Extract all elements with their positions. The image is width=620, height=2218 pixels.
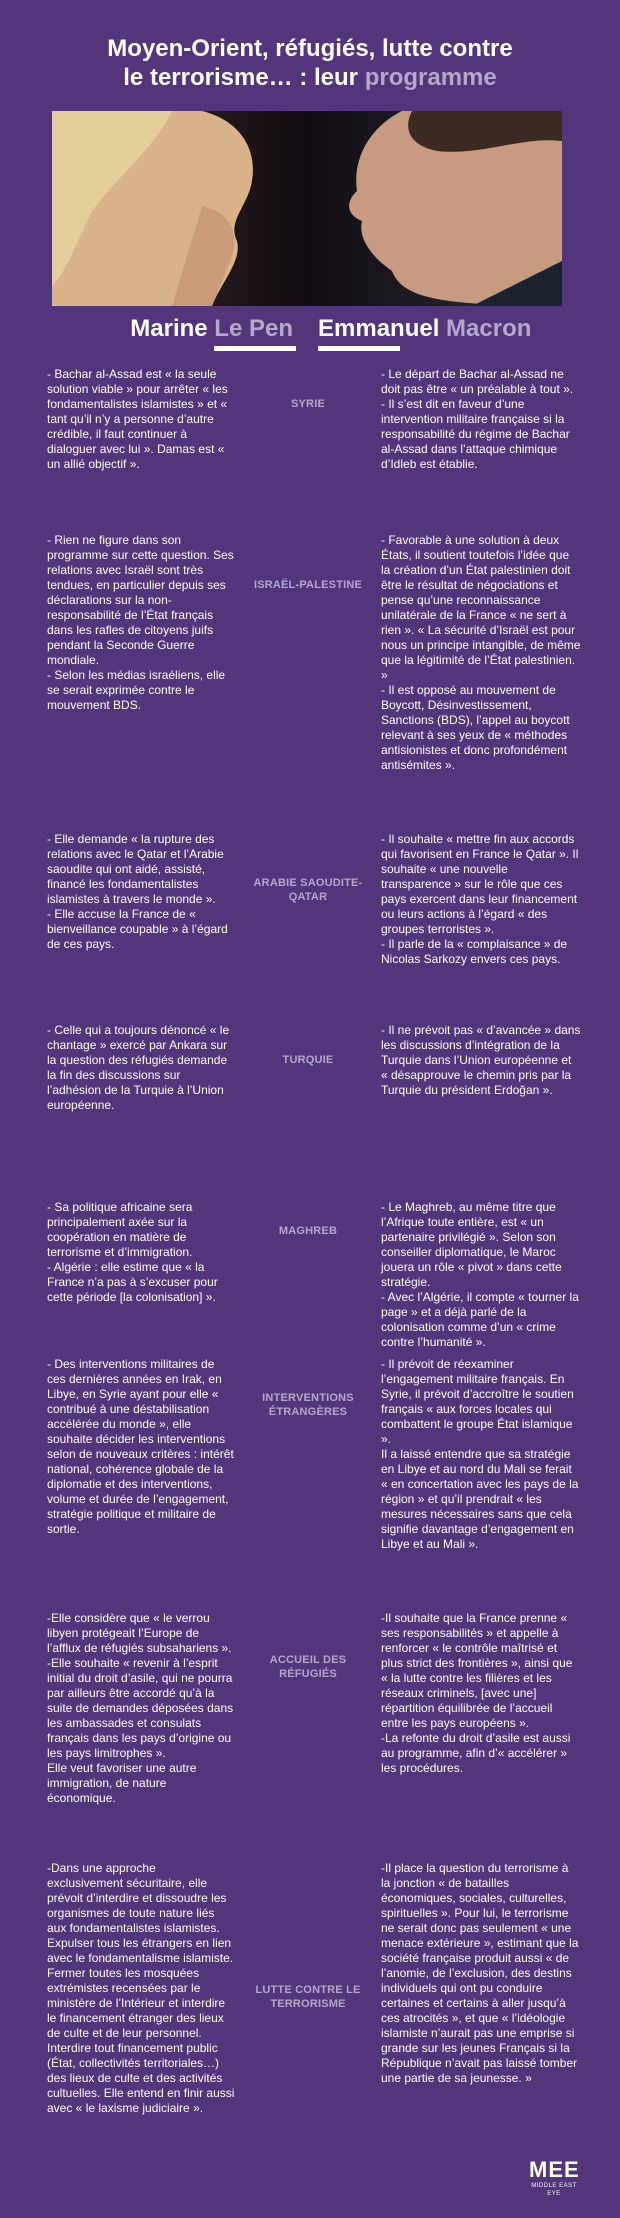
last-name: Macron [446,315,532,342]
section-topic: SYRIE [290,398,325,410]
mee-logo [529,2158,579,2198]
title-line-1: Moyen-Orient, réfugiés, lutte contre [107,35,513,62]
title-main-text: le terrorisme… : leur [123,64,365,91]
first-name: Marine [130,315,215,342]
candidates-photo-illustration [52,111,562,306]
section-topic: ARABIE SAOUDITE-QATAR [253,877,363,903]
name-underline-left [214,346,296,351]
le-pen-position: - Sa politique africaine sera principalement axée sur la coopération en matière de terrorisme et d’immigration. - Algérie : elle estime que « la France n’a pas à s’excuser pour cette période [la colonisation] ». [47,1200,218,1304]
le-pen-position: - Rien ne figure dans son programme sur cette question. Ses relations avec Israël sont très tendues, en particulier depuis ses déclarations sur la non-responsabilité de l’État français dans les rafles de citoyens juifs pendant la Seconde Guerre mondiale. - Selon les médias israéliens, elle se serait exprimée contre le mouvement BDS. [47,533,234,712]
title-accent-text: programme [364,64,497,91]
le-pen-position: -Elle considère que « le verrou libyen protégeait l’Europe de l’afflux de réfugiés subsahariens ». -Elle souhaite « revenir à l’esprit initial du droit d’asile, qui ne pourra par ailleurs être accordé qu’à la suite de demandes déposées dans les ambassades et consulats français dans les pays d’origine ou les pays limitrophes ». Elle veut favoriser une autre immigration, de nature économique. [47,1611,234,1805]
title-line-2 [0,63,620,92]
le-pen-position: - Des interventions militaires de ces dernières années en Irak, en Libye, en Syrie ayant pour elle « contribué à une déstabilisation accélérée du monde », elle souhaite décider les interventions selon de nouveaux critères : intérêt national, cohérence globale de la diplomatie et des interventions, volume et durée de l’engagement, stratégie politique et militaire de sortie. [47,1357,234,1536]
le-pen-position: - Celle qui a toujours dénoncé « le chantage » exercé par Ankara sur la question des réfugiés demande la fin des discussions sur l’adhésion de la Turquie à l’Union européenne. [47,1023,230,1112]
section-topic: INTERVENTIONS ÉTRANGÈRES [262,1392,354,1418]
le-pen-position: - Bachar al-Assad est « la seule solution viable » pour arrêter « les fondamentalistes islamistes » et « tant qu’il n’y a personne d’autre crédible, il faut continuer à dialoguer avec lui ». Damas est « un allié objectif ». [47,367,228,471]
section-topic: ACCUEIL DES RÉFUGIÉS [269,1654,347,1680]
macron-position: -Il souhaite que la France prenne « ses responsabilités » et appelle à renforcer « le contrôle maîtrisé et plus strict des frontières », ainsi que « la lutte contre les filières et les réseaux criminels, [avec une] répartition équilibrée de l’accueil entre les pays européens ». -La refonte du droit d’asile est aussi au programme, afin d’« accélérer » les procédures. [381,1611,573,1775]
candidate-name-macron [318,315,531,343]
macron-position: - Favorable à une solution à deux États, il soutient toutefois l’idée que la création d’un État palestinien doit être le résultat de négociations et pense qu’une reconnaissance unilatérale de la France « ne sert à rien ». « La sécurité d’Israël est pour nous un principe intangible, de même que la légitimité de l’État palestinien. » - Il est opposé au mouvement de Boycott, Désinvestissement, Sanctions (BDS), l’appel au boycott relevant à ses yeux de « méthodes antisionistes et donc profondément antisémites ». [381,533,581,772]
section-topic: TURQUIE [282,1054,334,1066]
macron-position: -Il place la question du terrorisme à la jonction « de batailles économiques, sociales, culturelles, spirituelles ». Pour lui, le terrorisme ne serait donc pas seulement « une menace extérieure », estimant que la société française produit aussi « de l’anomie, de l’exclusion, des destins individuels qui ont pu conduire certaines et certains à aller jusqu’à ces atrocités », et que « l’idéologie islamiste n’aurait pas une emprise si grande sur les jeunes Français si la République n’avait pas laissé tomber une partie de sa jeunesse. » [381,1861,579,2085]
macron-position: - Il prévoit de réexaminer l’engagement militaire français. En Syrie, il prévoit d’accroître le soutien français « aux forces locales qui combattent le groupe État islamique ». Il a laissé entendre que sa stratégie en Libye et au nord du Mali se ferait « en concertation avec les pays de la région » et qu’il prendrait « les mesures nécessaires sans que cela signifie davantage d’engagement en Libye et au Mali ». [381,1357,579,1551]
logo-mark: MEE [529,2157,580,2182]
macron-position: - Le Maghreb, au même titre que l’Afrique toute entière, est « un partenaire privilégié ». Selon son conseiller diplomatique, le Maroc jouera un rôle « pivot » dans cette stratégie. - Avec l’Algérie, il compte « tourner la page » et a déjà parlé de la colonisation comme d’un « crime contre l’humanité ». [381,1200,579,1349]
first-name: Emmanuel [318,315,447,342]
section-topic: ISRAËL-PALESTINE [253,579,363,591]
name-underline-right [318,346,400,351]
candidate-name-le-pen [130,315,293,343]
logo-subtitle: MIDDLE EAST EYE [531,2183,577,2197]
macron-position: - Le départ de Bachar al-Assad ne doit pas être « un préalable à tout ». - Il s’est dit en faveur d’une intervention militaire française si la responsabilité du régime de Bachar al-Assad dans l’attaque chimique d’Idleb est établie. [381,367,574,471]
le-pen-position: -Dans une approche exclusivement sécuritaire, elle prévoit d’interdire et dissoudre les organismes de toute nature liés aux fondamentalistes islamistes. Expulser tous les étrangers en lien avec le fondamentalisme islamiste. Fermer toutes les mosquées extrémistes recensées par le ministère de l’Intérieur et interdire le financement étranger des lieux de culte et de leur personnel. Interdire tout financement public (État, collectivités territoriales…) des lieux de culte et des activités cultuelles. Elle entend en finir aussi avec « le laxisme judiciaire ». [47,1861,235,2115]
candidates-photo [52,111,562,306]
last-name: Le Pen [214,315,293,342]
macron-position: - Il souhaite « mettre fin aux accords qui favorisent en France le Qatar ». Il souhaite « une nouvelle transparence » sur le rôle que ces pays exercent dans leur financement ou leurs actions à l’égard « des groupes terroristes ». - Il parle de la « complaisance » de Nicolas Sarkozy envers ces pays. [381,832,579,966]
page-title [0,34,620,92]
macron-position: - Il ne prévoit pas « d’avancée » dans les discussions d’intégration de la Turquie dans l’Union européenne et « désapprouve le chemin pris par la Turquie du président Erdoğan ». [381,1023,581,1097]
le-pen-position: - Elle demande « la rupture des relations avec le Qatar et l’Arabie saoudite qui ont aidé, assisté, financé les fondamentalistes islamistes à travers le monde ». - Elle accuse la France de « bienveillance coupable » à l’égard de ces pays. [47,832,228,951]
section-topic: MAGHREB [278,1225,338,1237]
section-topic: LUTTE CONTRE LE TERRORISME [255,1984,361,2010]
